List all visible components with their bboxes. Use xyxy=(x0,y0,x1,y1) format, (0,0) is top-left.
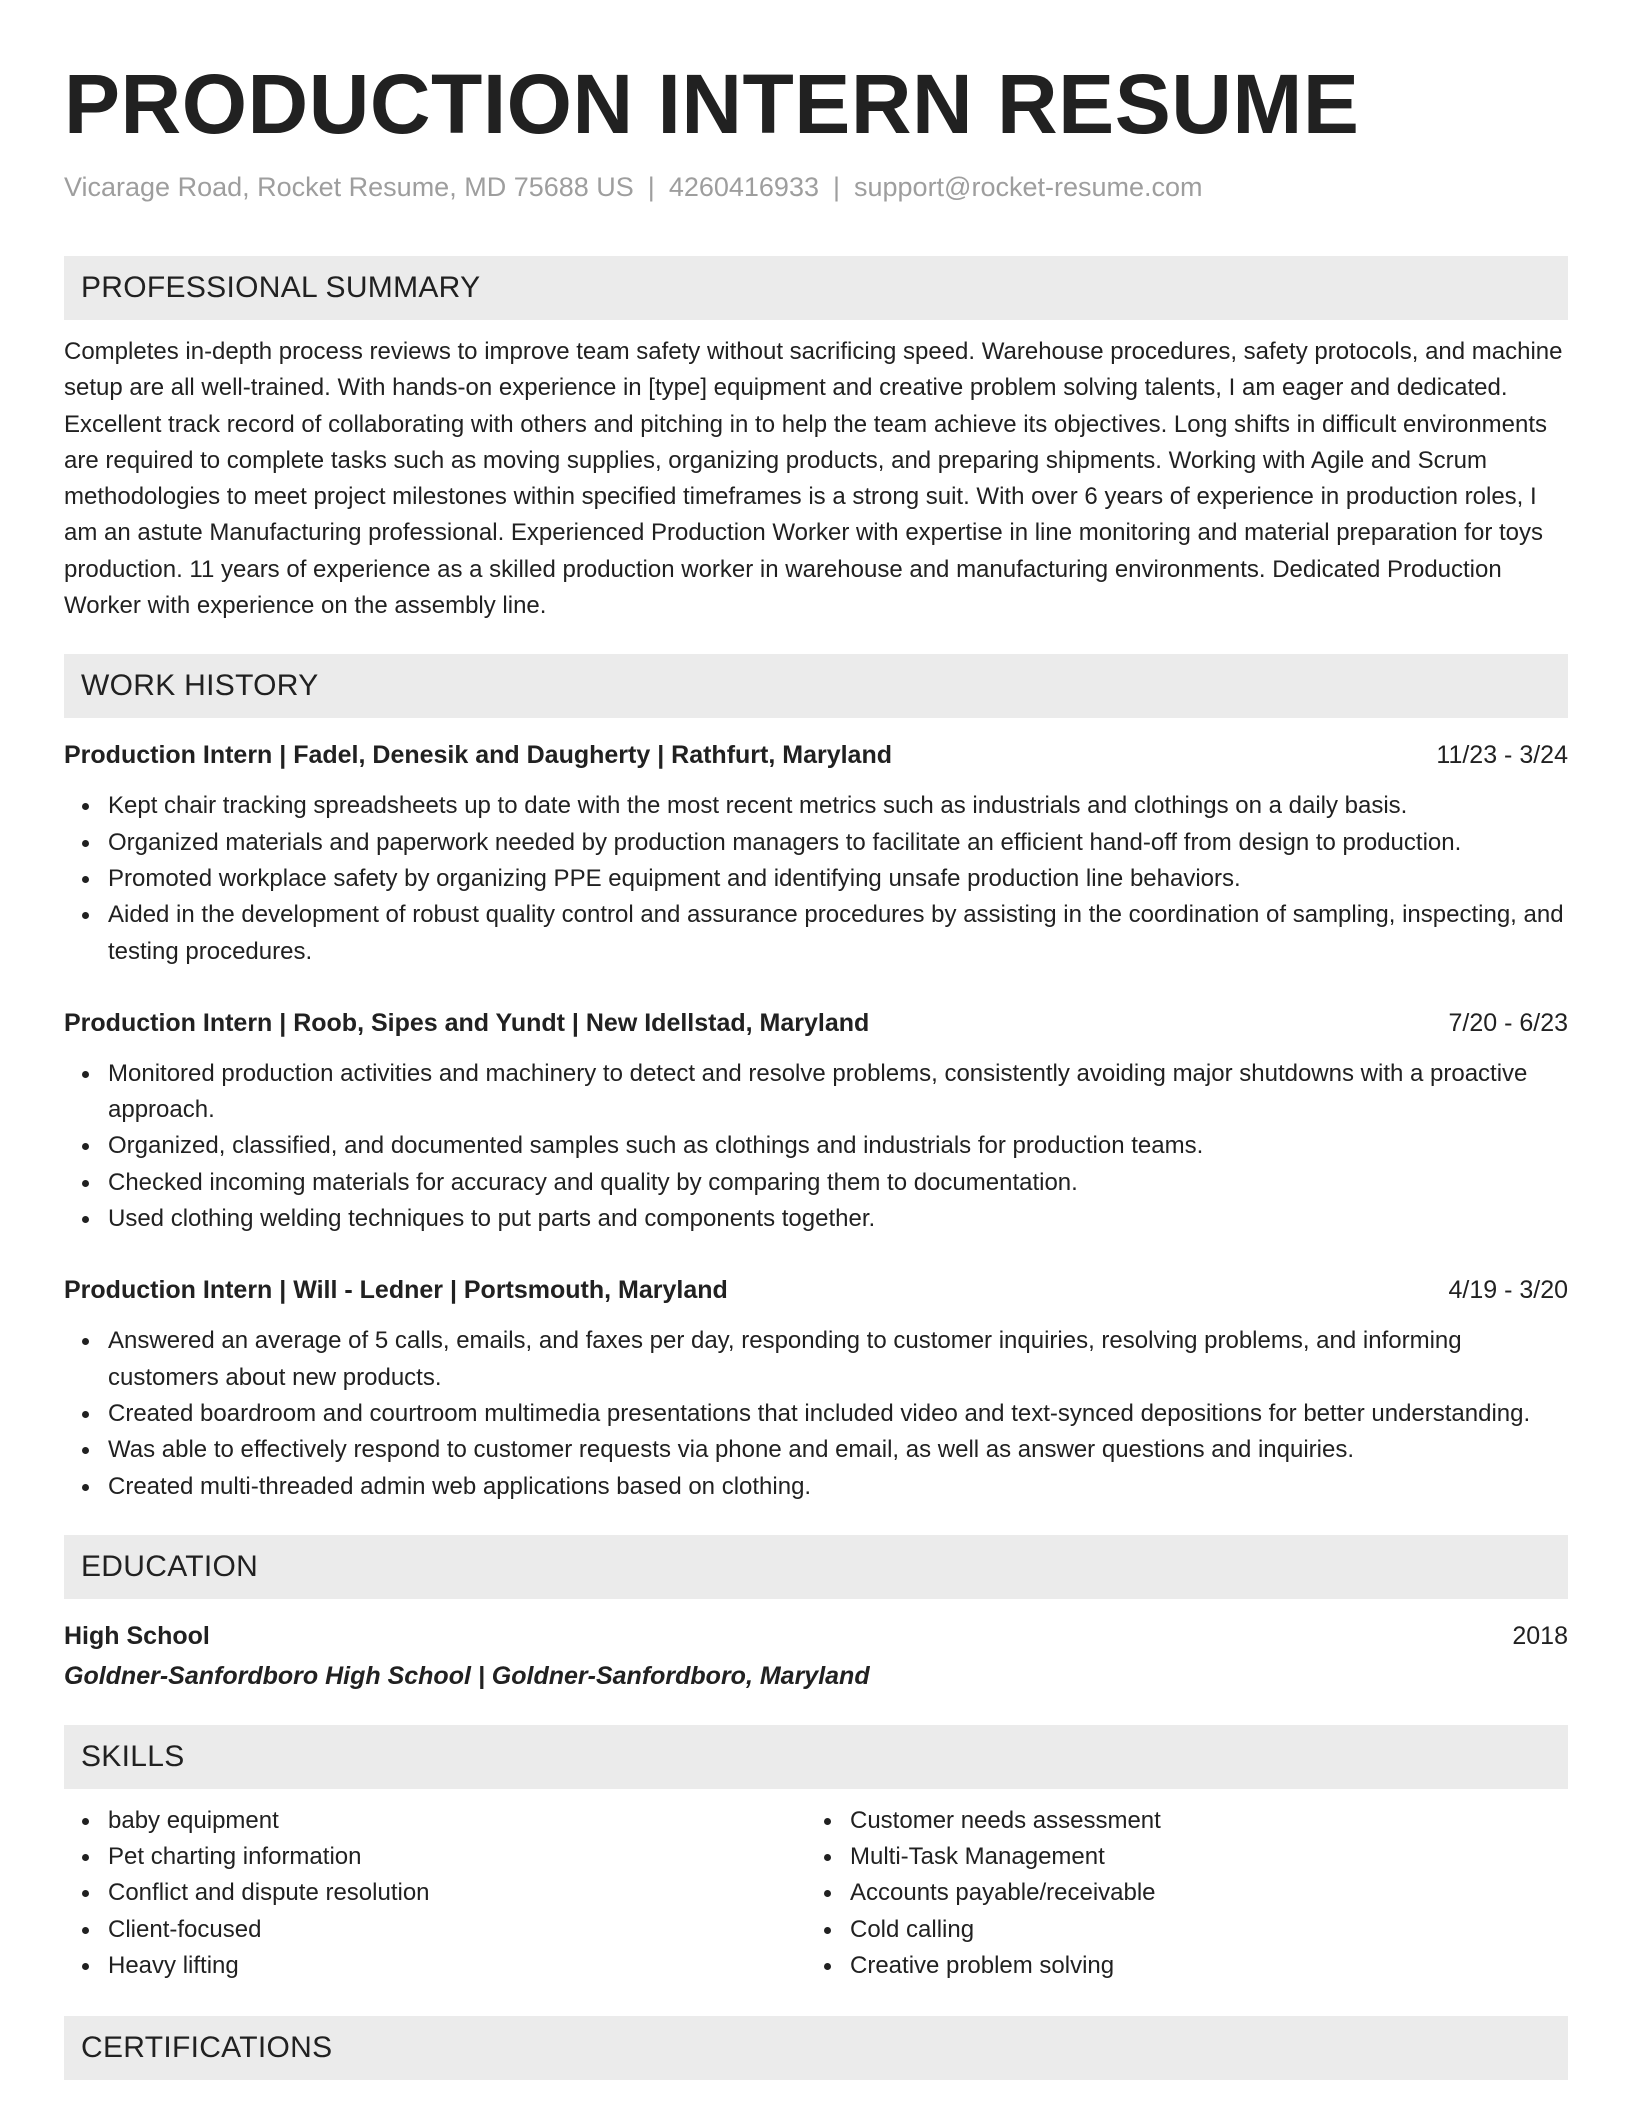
skill-item: Heavy lifting xyxy=(108,1948,806,1984)
skills-list xyxy=(806,1803,1548,1984)
education-entry xyxy=(64,1619,1568,1693)
contact-separator: | xyxy=(832,172,840,202)
contact-address: Vicarage Road, Rocket Resume, MD 75688 US xyxy=(64,172,634,202)
job-heading: Production Intern | Fadel, Denesik and Daugherty | Rathfurt, Maryland xyxy=(64,741,892,770)
education-school: Goldner-Sanfordboro High School | Goldner-Sanfordboro, Maryland xyxy=(64,1661,870,1690)
job-heading: Production Intern | Roob, Sipes and Yundt | New Idellstad, Maryland xyxy=(64,1008,870,1037)
skill-item: Client-focused xyxy=(108,1912,806,1948)
job-bullet: Aided in the development of robust quality control and assurance procedures by assisting in the coordination of sampling, inspecting, and testing procedures. xyxy=(108,897,1568,970)
job-bullets xyxy=(64,1056,1568,1237)
skill-item: Cold calling xyxy=(850,1912,1548,1948)
job-dates: 11/23 - 3/24 xyxy=(1436,741,1568,770)
skill-item: Creative problem solving xyxy=(850,1948,1548,1984)
section-header-skills: SKILLS xyxy=(64,1725,1568,1789)
education-row xyxy=(64,1619,1568,1653)
job-entry xyxy=(64,1273,1568,1504)
skills-column-right xyxy=(806,1803,1548,1984)
job-title-row xyxy=(64,1006,1568,1040)
section-header-work-history: WORK HISTORY xyxy=(64,654,1568,718)
section-header-summary: PROFESSIONAL SUMMARY xyxy=(64,256,1568,320)
job-dates: 4/19 - 3/20 xyxy=(1448,1276,1568,1305)
job-entry xyxy=(64,738,1568,969)
resume-title: PRODUCTION INTERN RESUME xyxy=(64,57,1360,151)
skill-item: Accounts payable/receivable xyxy=(850,1875,1548,1911)
contact-email: support@rocket-resume.com xyxy=(854,172,1203,202)
skills-list xyxy=(64,1803,806,1984)
job-entry xyxy=(64,1006,1568,1237)
job-bullet: Created multi-threaded admin web applications based on clothing. xyxy=(108,1469,1568,1505)
job-heading: Production Intern | Will - Ledner | Portsmouth, Maryland xyxy=(64,1276,728,1305)
job-bullet: Answered an average of 5 calls, emails, and faxes per day, responding to customer inquiries, resolving problems, and informing customers about new products. xyxy=(108,1323,1568,1396)
job-title-row xyxy=(64,1273,1568,1307)
job-bullet: Monitored production activities and machinery to detect and resolve problems, consistently avoiding major shutdowns with a proactive approach. xyxy=(108,1056,1568,1129)
contact-phone: 4260416933 xyxy=(668,172,819,202)
job-bullet: Organized materials and paperwork needed by production managers to facilitate an efficient hand-off from design to production. xyxy=(108,825,1568,861)
skills-column-left xyxy=(64,1803,806,1984)
section-header-certifications: CERTIFICATIONS xyxy=(64,2016,1568,2080)
job-title-row xyxy=(64,738,1568,772)
summary-text: Completes in-depth process reviews to improve team safety without sacrificing speed. Warehouse procedures, safety protocols, and machine setup are all well-trained. With hands-on experience in [type] equipment and creative problem solving talents, I am eager and dedicated. Excellent track record of collaborating with others and pitching in to help the team achieve its objectives. Long shifts in difficult environments are required to complete tasks such as moving supplies, organizing products, and preparing shipments. Working with Agile and Scrum methodologies to meet project milestones within specified timeframes is a strong suit. With over 6 years of experience in production roles, I am an astute Manufacturing professional. Experienced Production Worker with expertise in line monitoring and material preparation for toys production. 11 years of experience as a skilled production worker in warehouse and manufacturing environments. Dedicated Production Worker with experience on the assembly line. xyxy=(64,338,1563,620)
education-year: 2018 xyxy=(1512,1621,1568,1650)
job-bullet: Was able to effectively respond to customer requests via phone and email, as well as answer questions and inquiries. xyxy=(108,1432,1568,1468)
job-dates: 7/20 - 6/23 xyxy=(1448,1008,1568,1037)
job-bullet: Kept chair tracking spreadsheets up to date with the most recent metrics such as industrials and clothings on a daily basis. xyxy=(108,788,1568,824)
education-degree: High School xyxy=(64,1621,210,1650)
skill-item: Pet charting information xyxy=(108,1839,806,1875)
job-bullets xyxy=(64,788,1568,969)
skill-item: Multi-Task Management xyxy=(850,1839,1548,1875)
job-bullet: Promoted workplace safety by organizing PPE equipment and identifying unsafe production line behaviors. xyxy=(108,861,1568,897)
job-bullets xyxy=(64,1323,1568,1504)
contact-line xyxy=(64,170,1568,204)
job-bullet: Checked incoming materials for accuracy and quality by comparing them to documentation. xyxy=(108,1165,1568,1201)
skills-grid xyxy=(64,1803,1568,1984)
job-bullet: Organized, classified, and documented samples such as clothings and industrials for production teams. xyxy=(108,1128,1568,1164)
job-bullet: Used clothing welding techniques to put parts and components together. xyxy=(108,1201,1568,1237)
job-bullet: Created boardroom and courtroom multimedia presentations that included video and text-synced depositions for better understanding. xyxy=(108,1396,1568,1432)
contact-separator: | xyxy=(647,172,655,202)
skill-item: Conflict and dispute resolution xyxy=(108,1875,806,1911)
section-header-education: EDUCATION xyxy=(64,1535,1568,1599)
skill-item: baby equipment xyxy=(108,1803,806,1839)
skill-item: Customer needs assessment xyxy=(850,1803,1548,1839)
